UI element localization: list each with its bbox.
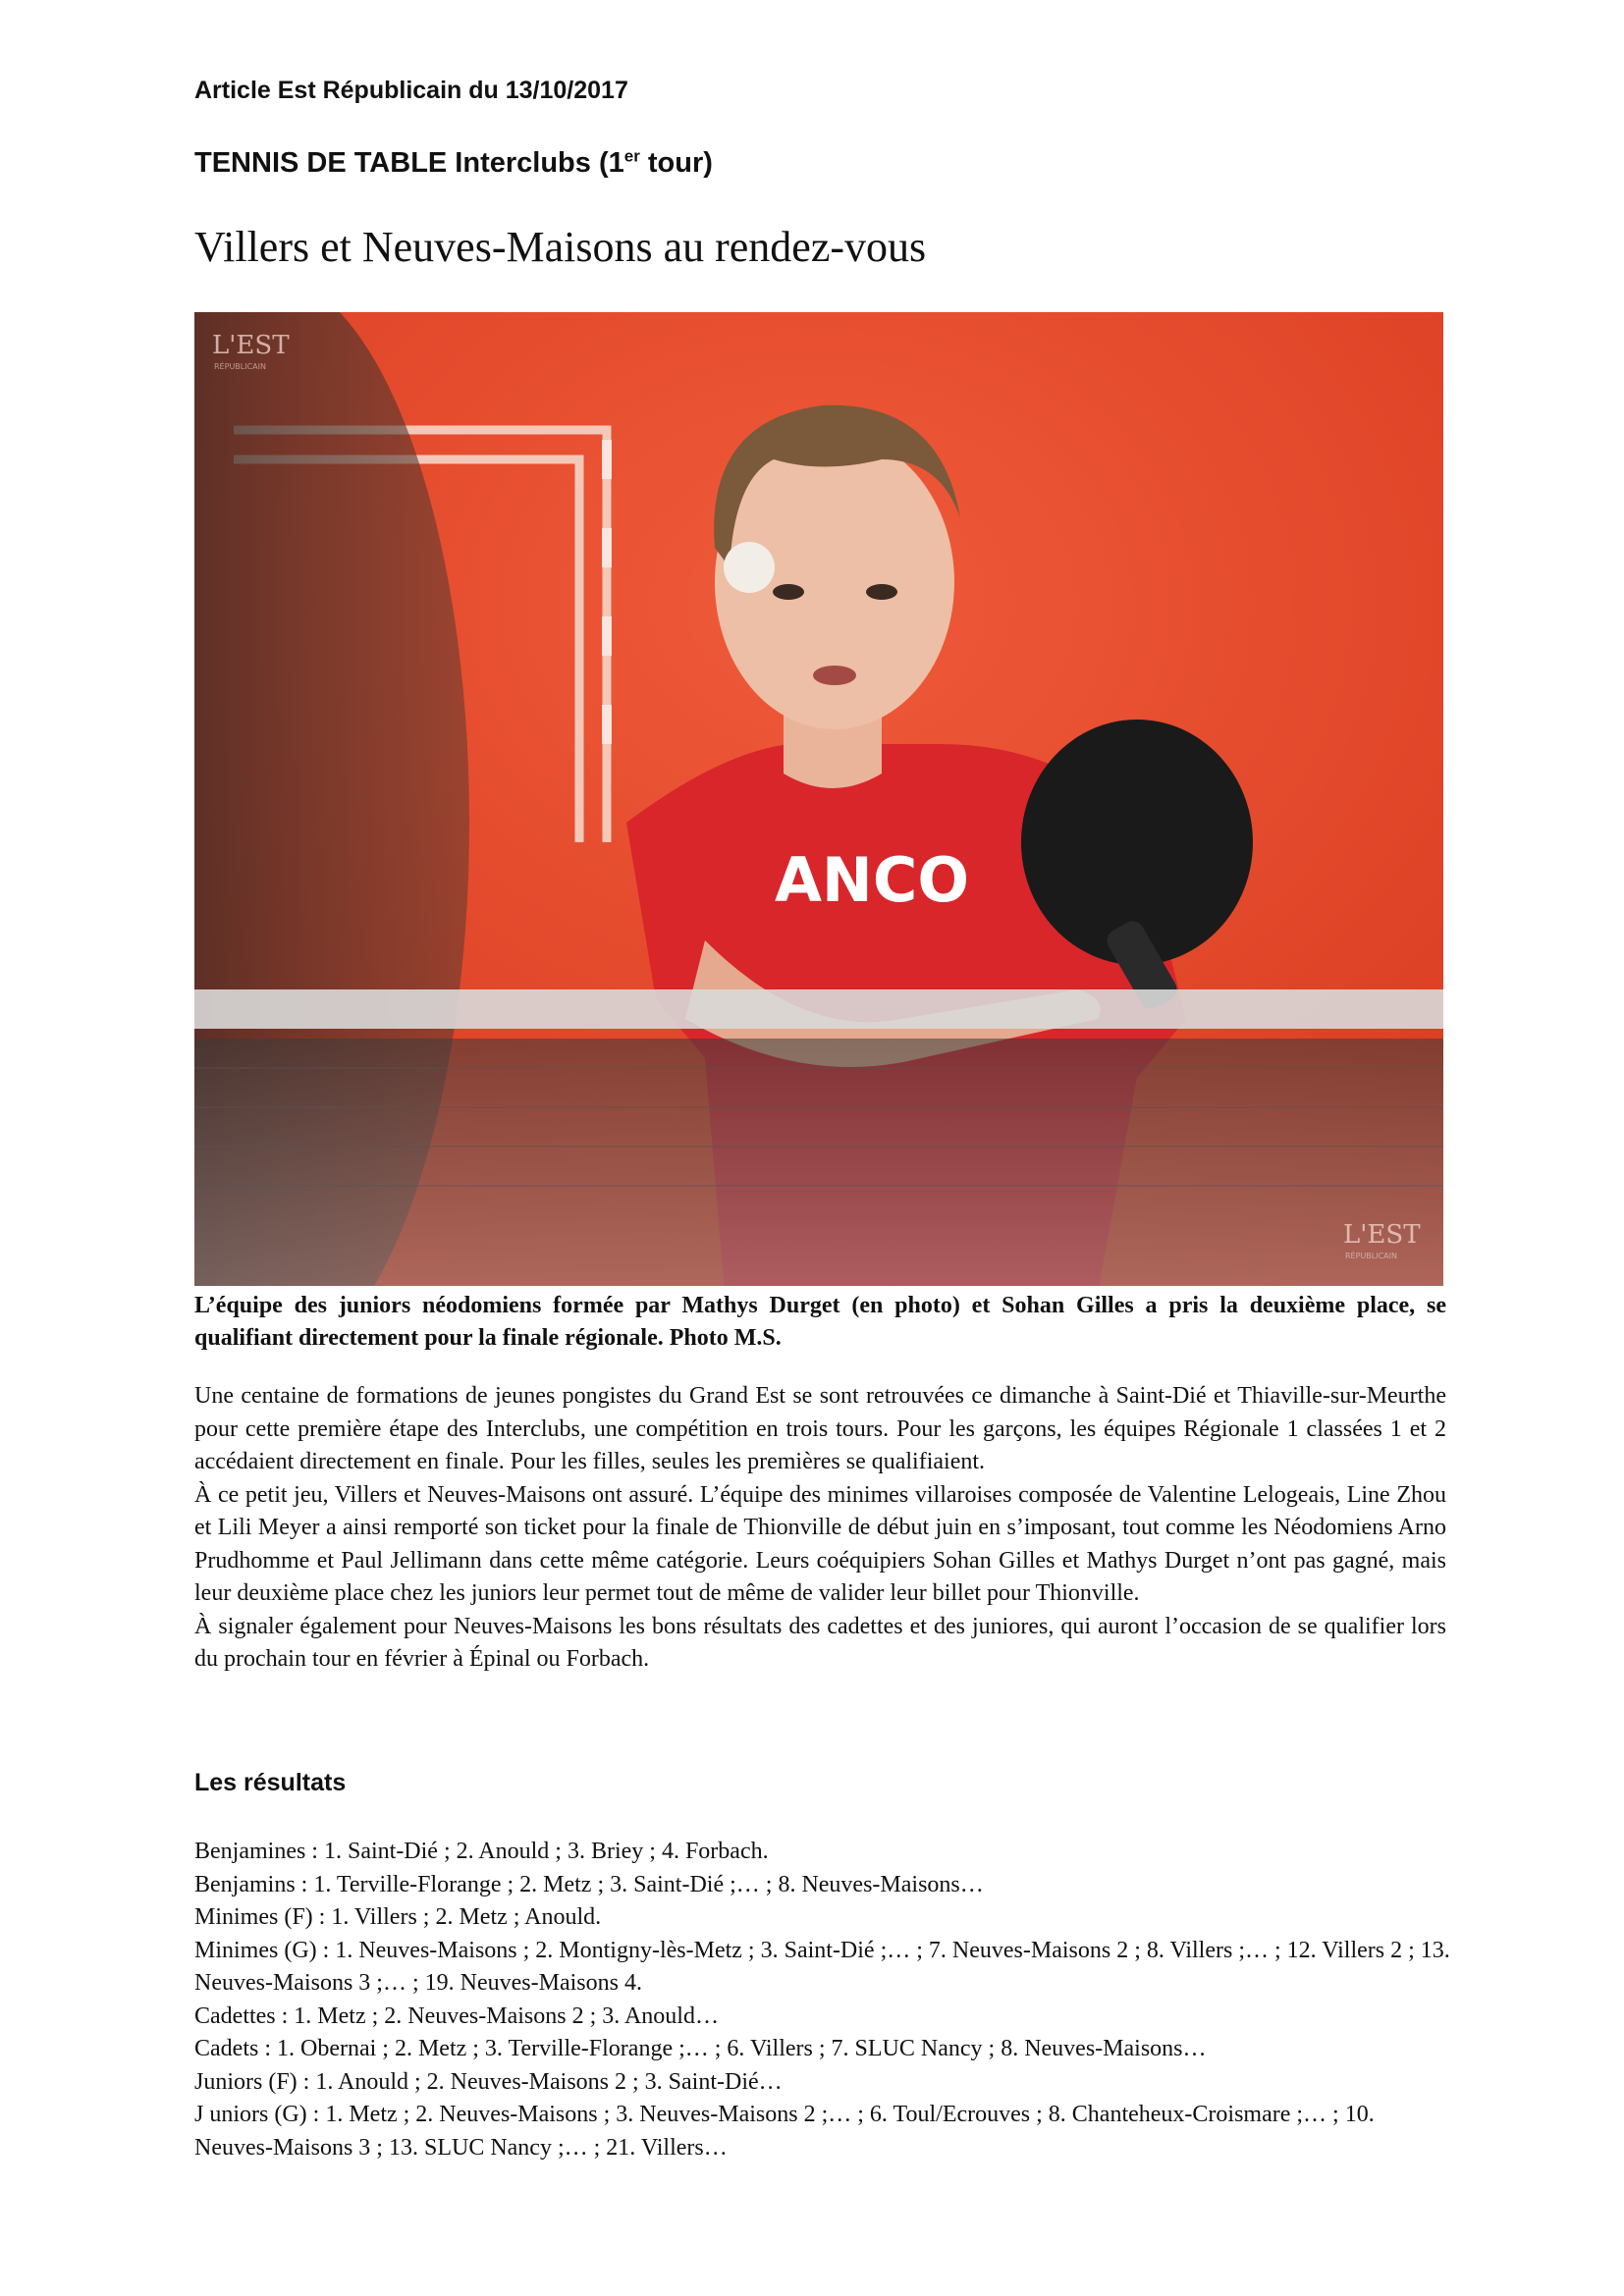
result-line: Benjamins : 1. Terville-Florange ; 2. Metz ; 3. Saint-Dié ;… ; 8. Neuves-Maisons…: [194, 1871, 984, 1897]
result-line: Benjamines : 1. Saint-Dié ; 2. Anould ; 3. Briey ; 4. Forbach.: [194, 1839, 769, 1864]
result-line: Minimes (F) : 1. Villers ; 2. Metz ; Anould.: [194, 1904, 602, 1930]
article-paragraph: Une centaine de formations de jeunes pongistes du Grand Est se sont retrouvées ce dimanche à Saint-Dié et Thiaville-sur-Meurthe pour cette première étape des Interclubs, une compétition en trois tours. Pour les garçons, les équipes Régionale 1 classées 1 et 2 accédaient directement en finale. Pour les filles, seules les premières se qualifiaient.: [194, 1383, 1446, 1474]
article-paragraph: À signaler également pour Neuves-Maisons les bons résultats des cadettes et des juniores, qui auront l’occasion de se qualifier lors du prochain tour en février à Épinal ou Forbach.: [194, 1613, 1446, 1672]
result-line: Cadettes : 1. Metz ; 2. Neuves-Maisons 2 ; 3. Anould…: [194, 2002, 719, 2029]
result-line: J uniors (G) : 1. Metz ; 2. Neuves-Maisons ; 3. Neuves-Maisons 2 ;… ; 6. Toul/Ecrouves ; 8. Chanteheux-Croismare ;… ; 10. Neuves-Maisons 3 ; 13. SLUC Nancy ;… ; 21. Villers…: [194, 2102, 1375, 2161]
headline: Villers et Neuves-Maisons au rendez-vous: [194, 223, 927, 271]
kicker-superscript: er: [623, 146, 640, 166]
result-line: Minimes (G) : 1. Neuves-Maisons ; 2. Montigny-lès-Metz ; 3. Saint-Dié ;… ; 7. Neuves-Maisons 2 ; 8. Villers ;… ; 12. Villers 2 ; 13. Neuves-Maisons 3 ;… ; 19. Neuves-Maisons 4.: [194, 1937, 1450, 1996]
watermark-bottom-sub: RÉPUBLICAIN: [1345, 1252, 1397, 1260]
results-title: Les résultats: [194, 1769, 347, 1796]
section-kicker: [194, 147, 713, 180]
source-line: Article Est Républicain du 13/10/2017: [194, 77, 628, 104]
kicker-main: TENNIS DE TABLE Interclubs (1: [194, 147, 624, 179]
article-photo: [194, 312, 1443, 1286]
article-body: [194, 1380, 1446, 1677]
ball-graphic: [724, 542, 775, 593]
article-paragraph: À ce petit jeu, Villers et Neuves-Maisons ont assuré. L’équipe des minimes villaroises composée de Valentine Lelogeais, Line Zhou et Lili Meyer a ainsi remporté son ticket pour la finale de Thionville de début juin en s’imposant, tout comme les Néodomiens Arno Prudhomme et Paul Jellimann dans cette même catégorie. Leurs coéquipiers Sohan Gilles et Mathys Durget n’ont pas gagné, mais leur deuxième place chez les juniors leur permet tout de même de valider leur billet pour Thionville.: [194, 1481, 1446, 1606]
shirt-text: ANCO: [774, 844, 970, 916]
watermark-top: L'EST: [212, 331, 290, 360]
watermark-bottom: L'EST: [1343, 1220, 1421, 1250]
result-line: Cadets : 1. Obernai ; 2. Metz ; 3. Terville-Florange ;… ; 6. Villers ; 7. SLUC Nancy ; 8. Neuves-Maisons…: [194, 2036, 1207, 2061]
results-list: [194, 1836, 1451, 2164]
watermark-top-sub: RÉPUBLICAIN: [214, 362, 266, 371]
kicker-end: tour): [639, 147, 713, 179]
photo-caption: L’équipe des juniors néodomiens formée par Mathys Durget (en photo) et Sohan Gilles a pris la deuxième place, se qualifiant directement pour la finale régionale. Photo M.S.: [194, 1293, 1446, 1351]
result-line: Juniors (F) : 1. Anould ; 2. Neuves-Maisons 2 ; 3. Saint-Dié…: [194, 2068, 783, 2095]
